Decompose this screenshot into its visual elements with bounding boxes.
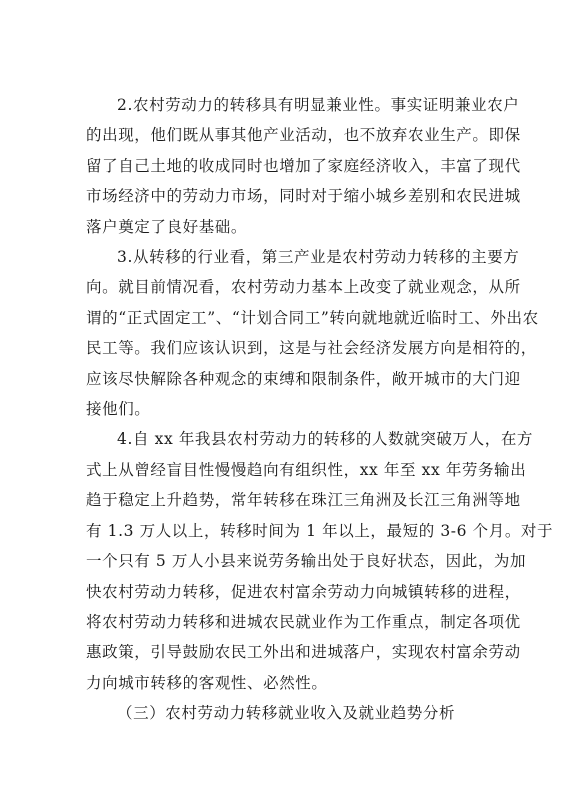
text-line: 将农村劳动力转移和进城农民就业作为工作重点，制定各项优 (86, 612, 521, 631)
paragraph-2 (86, 90, 521, 242)
text-line: 有 1.3 万人以上，转移时间为 1 年以上，最短的 3-6 个月。对于 (86, 521, 554, 540)
document-body (86, 90, 554, 729)
text-line: 快农村劳动力转移，促进农村富余劳动力向城镇转移的进程， (86, 582, 521, 601)
text-line: 民工等。我们应该认识到，这是与社会经济发展方向是相符的， (86, 339, 537, 358)
text-line: 4.自 xx 年我县农村劳动力的转移的人数就突破万人，在方 (117, 430, 534, 449)
text-line: 力向城市转移的客观性、必然性。 (86, 673, 328, 692)
text-line: 向。就目前情况看，农村劳动力基本上改变了就业观念，从所 (86, 278, 521, 297)
text-line: 2.农村劳动力的转移具有明显兼业性。事实证明兼业农户 (117, 96, 520, 114)
text-line: 式上从曾经盲目性慢慢趋向有组织性，xx 年至 xx 年劳务输出 (86, 460, 527, 479)
paragraph-3 (86, 242, 539, 424)
text-line: 留了自己土地的收成同时也增加了家庭经济收入，丰富了现代 (86, 156, 521, 175)
paragraph-4 (86, 424, 554, 698)
text-line: 惠政策，引导鼓励农民工外出和进城落户，实现农村富余劳动 (86, 643, 521, 662)
section-heading-text: （三）农村劳动力转移就业收入及就业趋势分析 (117, 704, 456, 723)
text-line: 接他们。 (86, 400, 151, 419)
text-line: 市场经济中的劳动力市场，同时对于缩小城乡差别和农民进城 (86, 187, 521, 206)
text-line: 趋于稳定上升趋势，常年转移在珠江三角洲及长江三角洲等地 (86, 491, 521, 510)
text-line: 的出现，他们既从事其他产业活动，也不放弃农业生产。即保 (86, 126, 521, 145)
text-line: 一个只有 5 万人小县来说劳务输出处于良好状态，因此，为加 (86, 552, 527, 571)
text-line: 落户奠定了良好基础。 (86, 217, 248, 236)
text-line: 应该尽快解除各种观念的束缚和限制条件，敞开城市的大门迎 (86, 369, 521, 388)
section-heading (86, 698, 502, 728)
text-line: 谓的“正式固定工”、“计划合同工”转向就地就近临时工、外出农 (86, 308, 539, 327)
text-line: 3.从转移的行业看，第三产业是农村劳动力转移的主要方 (117, 248, 520, 267)
